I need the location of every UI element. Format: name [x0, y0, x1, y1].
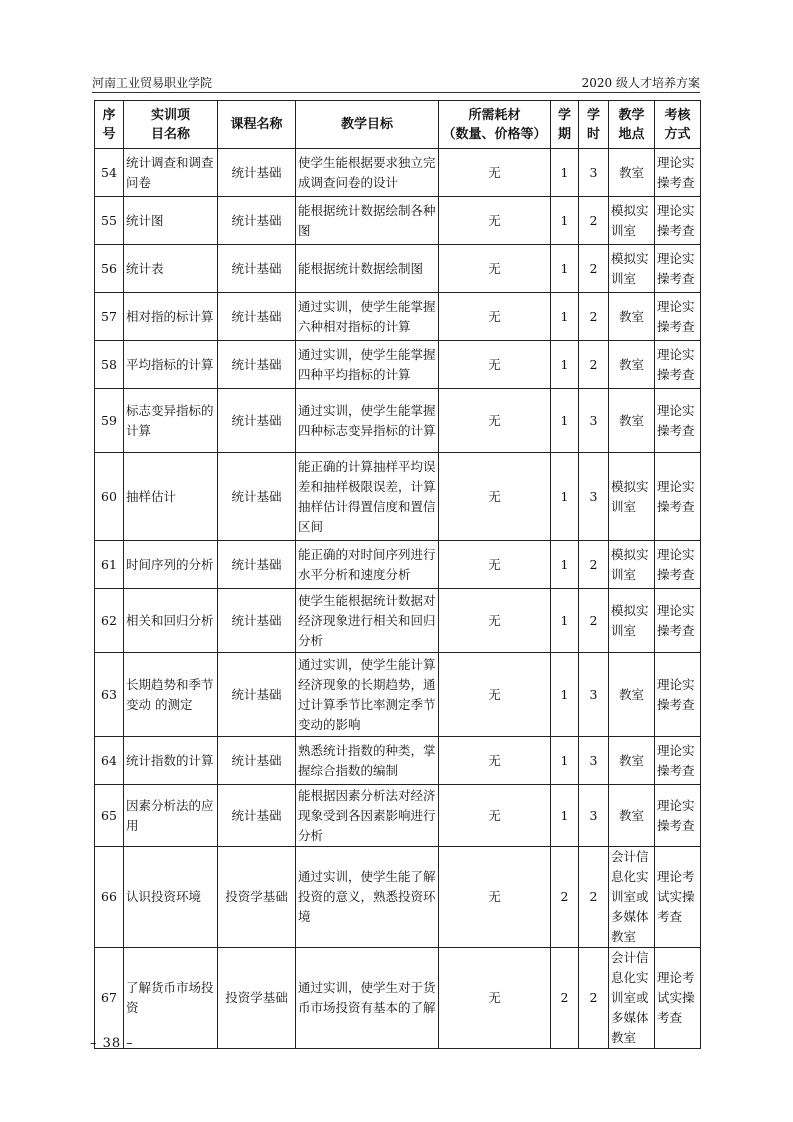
header-materials: 所需耗材 （数量、价格等）: [439, 101, 551, 149]
header-item: 实训项 目名称: [124, 101, 218, 149]
cell-item: 抽样估计: [124, 453, 218, 541]
training-table: [94, 100, 701, 1049]
cell-term: 1: [551, 589, 579, 653]
cell-assess: 理论实操考查: [655, 197, 701, 245]
cell-materials: 无: [439, 589, 551, 653]
cell-place: 会计信息化实训室或多媒体教室: [609, 847, 655, 948]
cell-hours: 3: [579, 453, 609, 541]
cell-materials: 无: [439, 197, 551, 245]
header-hours: 学 时: [579, 101, 609, 149]
header-course: 课程名称: [218, 101, 296, 149]
page-number: – 38 –: [90, 1036, 134, 1051]
cell-materials: 无: [439, 785, 551, 847]
cell-term: 1: [551, 453, 579, 541]
header-term: 学 期: [551, 101, 579, 149]
cell-materials: 无: [439, 245, 551, 293]
cell-materials: 无: [439, 737, 551, 785]
cell-no: 62: [95, 589, 124, 653]
cell-goal: 通过实训，使学生能了解投资的意义，熟悉投资环境: [296, 847, 439, 948]
cell-no: 55: [95, 197, 124, 245]
cell-place: 教室: [609, 293, 655, 341]
cell-goal: 能正确的计算抽样平均误差和抽样极限误差，计算抽样估计得置信度和置信区间: [296, 453, 439, 541]
cell-item: 时间序列的分析: [124, 541, 218, 589]
cell-hours: 3: [579, 389, 609, 453]
table-row: [95, 589, 701, 653]
cell-term: 1: [551, 341, 579, 389]
cell-place: 会计信息化实训室或多媒体教室: [609, 948, 655, 1049]
cell-hours: 2: [579, 245, 609, 293]
cell-course: 统计基础: [218, 785, 296, 847]
cell-hours: 3: [579, 149, 609, 197]
cell-no: 57: [95, 293, 124, 341]
header-place: 教学 地点: [609, 101, 655, 149]
cell-term: 1: [551, 293, 579, 341]
cell-place: 教室: [609, 737, 655, 785]
cell-goal: 通过实训，使学生能掌握六种相对指标的计算: [296, 293, 439, 341]
table-row: [95, 653, 701, 737]
cell-item: 因素分析法的应用: [124, 785, 218, 847]
header-seq: 序 号: [95, 101, 124, 149]
cell-goal: 能根据统计数据绘制图: [296, 245, 439, 293]
table-row: [95, 737, 701, 785]
cell-course: 统计基础: [218, 453, 296, 541]
cell-term: 1: [551, 785, 579, 847]
cell-course: 统计基础: [218, 589, 296, 653]
cell-hours: 2: [579, 589, 609, 653]
cell-item: 统计调查和调查问卷: [124, 149, 218, 197]
cell-goal: 通过实训，使学生能掌握四种标志变异指标的计算: [296, 389, 439, 453]
cell-term: 1: [551, 541, 579, 589]
cell-hours: 3: [579, 653, 609, 737]
cell-no: 54: [95, 149, 124, 197]
cell-place: 模拟实训室: [609, 245, 655, 293]
cell-place: 模拟实训室: [609, 197, 655, 245]
cell-goal: 熟悉统计指数的种类，掌握综合指数的编制: [296, 737, 439, 785]
table-row: [95, 785, 701, 847]
cell-no: 61: [95, 541, 124, 589]
cell-goal: 能正确的对时间序列进行水平分析和速度分析: [296, 541, 439, 589]
cell-course: 统计基础: [218, 341, 296, 389]
cell-no: 66: [95, 847, 124, 948]
cell-no: 63: [95, 653, 124, 737]
table-row: [95, 541, 701, 589]
cell-assess: 理论考试实操考查: [655, 948, 701, 1049]
cell-place: 教室: [609, 341, 655, 389]
cell-materials: 无: [439, 653, 551, 737]
cell-goal: 能根据因素分析法对经济现象受到各因素影响进行分析: [296, 785, 439, 847]
cell-course: 投资学基础: [218, 847, 296, 948]
cell-term: 1: [551, 737, 579, 785]
cell-goal: 使学生能根据要求独立完成调查问卷的设计: [296, 149, 439, 197]
cell-no: 56: [95, 245, 124, 293]
cell-place: 模拟实训室: [609, 589, 655, 653]
cell-materials: 无: [439, 948, 551, 1049]
cell-no: 64: [95, 737, 124, 785]
cell-course: 统计基础: [218, 653, 296, 737]
cell-term: 2: [551, 847, 579, 948]
cell-assess: 理论实操考查: [655, 293, 701, 341]
cell-course: 统计基础: [218, 541, 296, 589]
cell-course: 统计基础: [218, 149, 296, 197]
cell-hours: 2: [579, 541, 609, 589]
cell-hours: 2: [579, 847, 609, 948]
cell-materials: 无: [439, 541, 551, 589]
header-school-name: 河南工业贸易职业学院: [92, 76, 213, 90]
cell-assess: 理论实操考查: [655, 341, 701, 389]
header-doc-title: 2020 级人才培养方案: [581, 76, 700, 90]
page-header: [92, 74, 700, 93]
cell-hours: 3: [579, 785, 609, 847]
cell-term: 1: [551, 389, 579, 453]
cell-place: 教室: [609, 389, 655, 453]
cell-goal: 通过实训，使学生能掌握四种平均指标的计算: [296, 341, 439, 389]
cell-hours: 3: [579, 737, 609, 785]
cell-item: 了解货币市场投资: [124, 948, 218, 1049]
cell-materials: 无: [439, 389, 551, 453]
cell-goal: 使学生能根据统计数据对经济现象进行相关和回归分析: [296, 589, 439, 653]
cell-goal: 通过实训，使学生能计算经济现象的长期趋势，通过计算季节比率测定季节变动的影响: [296, 653, 439, 737]
cell-hours: 2: [579, 948, 609, 1049]
table-row: [95, 948, 701, 1049]
cell-assess: 理论实操考查: [655, 389, 701, 453]
cell-course: 统计基础: [218, 197, 296, 245]
cell-item: 长期趋势和季节变动 的测定: [124, 653, 218, 737]
cell-goal: 能根据统计数据绘制各种图: [296, 197, 439, 245]
cell-term: 2: [551, 948, 579, 1049]
cell-term: 1: [551, 197, 579, 245]
cell-hours: 2: [579, 197, 609, 245]
cell-item: 统计表: [124, 245, 218, 293]
table-row: [95, 245, 701, 293]
cell-no: 59: [95, 389, 124, 453]
cell-item: 统计指数的计算: [124, 737, 218, 785]
cell-course: 统计基础: [218, 245, 296, 293]
cell-materials: 无: [439, 453, 551, 541]
cell-goal: 通过实训，使学生对于货币市场投资有基本的了解: [296, 948, 439, 1049]
cell-item: 平均指标的计算: [124, 341, 218, 389]
cell-place: 教室: [609, 785, 655, 847]
cell-no: 65: [95, 785, 124, 847]
cell-materials: 无: [439, 341, 551, 389]
cell-item: 相关和回归分析: [124, 589, 218, 653]
table-row: [95, 341, 701, 389]
cell-materials: 无: [439, 847, 551, 948]
cell-assess: 理论实操考查: [655, 541, 701, 589]
cell-item: 统计图: [124, 197, 218, 245]
cell-term: 1: [551, 245, 579, 293]
table-header-row: [95, 101, 701, 149]
table-row: [95, 197, 701, 245]
cell-assess: 理论实操考查: [655, 737, 701, 785]
cell-assess: 理论实操考查: [655, 149, 701, 197]
table-row: [95, 293, 701, 341]
cell-item: 标志变异指标的计算: [124, 389, 218, 453]
table-row: [95, 453, 701, 541]
cell-course: 统计基础: [218, 737, 296, 785]
cell-no: 60: [95, 453, 124, 541]
cell-term: 1: [551, 149, 579, 197]
cell-place: 教室: [609, 149, 655, 197]
cell-assess: 理论实操考查: [655, 653, 701, 737]
header-assess: 考核 方式: [655, 101, 701, 149]
cell-course: 统计基础: [218, 293, 296, 341]
cell-materials: 无: [439, 149, 551, 197]
cell-assess: 理论实操考查: [655, 589, 701, 653]
table-row: [95, 149, 701, 197]
cell-no: 67: [95, 948, 124, 1049]
cell-course: 投资学基础: [218, 948, 296, 1049]
cell-course: 统计基础: [218, 389, 296, 453]
cell-materials: 无: [439, 293, 551, 341]
header-goal: 教学目标: [296, 101, 439, 149]
cell-place: 模拟实训室: [609, 541, 655, 589]
cell-item: 相对指的标计算: [124, 293, 218, 341]
cell-term: 1: [551, 653, 579, 737]
cell-assess: 理论实操考查: [655, 245, 701, 293]
cell-place: 教室: [609, 653, 655, 737]
cell-hours: 2: [579, 293, 609, 341]
cell-assess: 理论考试实操考查: [655, 847, 701, 948]
cell-assess: 理论实操考查: [655, 453, 701, 541]
table-row: [95, 847, 701, 948]
cell-no: 58: [95, 341, 124, 389]
table-row: [95, 389, 701, 453]
cell-place: 模拟实训室: [609, 453, 655, 541]
cell-hours: 2: [579, 341, 609, 389]
cell-assess: 理论实操考查: [655, 785, 701, 847]
cell-item: 认识投资环境: [124, 847, 218, 948]
